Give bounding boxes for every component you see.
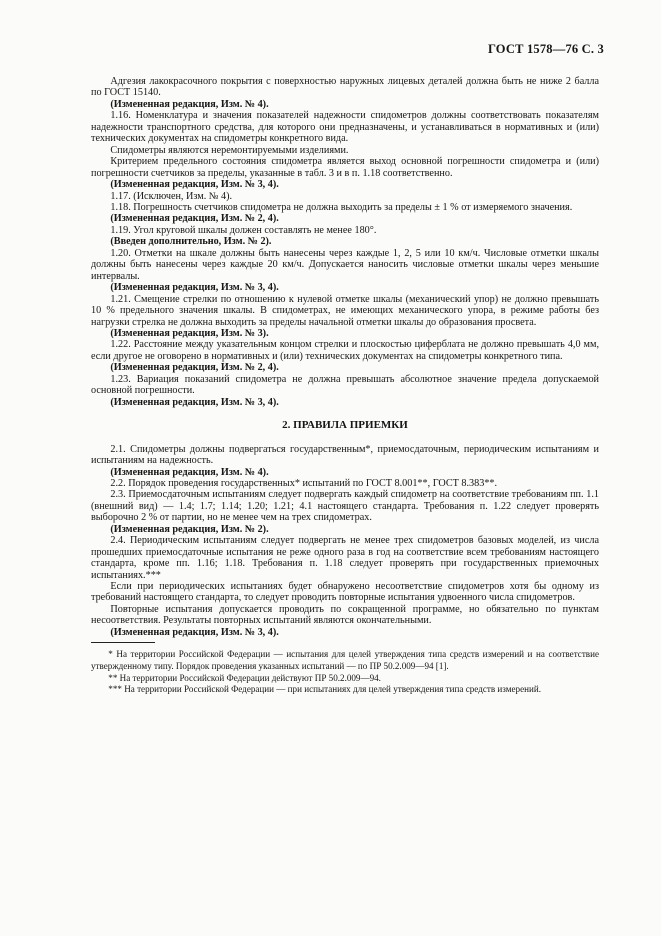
amendment-note: (Измененная редакция, Изм. № 2, 4). <box>110 213 279 225</box>
paragraph: Адгезия лакокрасочного покрытия с поверхностью наружных лицевых деталей должна быть не ниже 2 балла по ГОСТ 15140. <box>91 76 599 99</box>
paragraph: 2.1. Спидометры должны подвергаться государственным*, приемосдаточным, периодическим испытаниям и испытаниям на надежность. <box>91 443 599 467</box>
footnote: *** На территории Российской Федерации — при испытаниях для целей утверждения типа средств измерений. <box>108 684 541 695</box>
amendment-note: (Измененная редакция, Изм. № 2, 4). <box>110 362 279 374</box>
paragraph: 1.22. Расстояние между указательным концом стрелки и плоскостью циферблата не должно превышать 4,0 мм, если другое не оговорено в нормативных и (или) технических документах на спидометры конкретного типа. <box>91 339 599 362</box>
paragraph: Если при периодических испытаниях будет обнаружено несоответствие спидометров хотя бы одному из требований настоящего стандарта, то следует проводить повторные испытания удвоенного числа спидометров. <box>91 581 599 604</box>
paragraph: 2.2. Порядок проведения государственных* испытаний по ГОСТ 8.001**, ГОСТ 8.383**. <box>110 477 498 489</box>
paragraph: 1.19. Угол круговой шкалы должен составлять не менее 180°. <box>110 224 377 236</box>
paragraph: Повторные испытания допускается проводить по сокращенной программе, но обязательно по пунктам несоответствия. Результаты повторных испытаний являются окончательными. <box>91 603 599 627</box>
paragraph: 1.23. Вариация показаний спидометра не должна превышать абсолютное значение предела допускаемой основной погрешности. <box>91 373 599 397</box>
amendment-note: (Измененная редакция, Изм. № 3, 4). <box>110 626 279 638</box>
footnote: ** На территории Российской Федерации действуют ПР 50.2.009—94. <box>108 672 381 683</box>
paragraph: 1.20. Отметки на шкале должны быть нанесены через каждые 1, 2, 5 или 10 км/ч. Числовые отметки шкалы должны быть нанесены через каждые 20 км/ч. Допускается наносить числовые отметки шкалы через меньшие интервалы. <box>91 247 599 282</box>
amendment-note: (Измененная редакция, Изм. № 3, 4). <box>110 396 279 408</box>
paragraph: Критерием предельного состояния спидометра является выход основной погрешности спидометра и (или) погрешности счетчиков за пределы, указанные в табл. 3 и в п. 1.18 соответственно. <box>91 156 599 179</box>
paragraph: 1.17. (Исключен, Изм. № 4). <box>110 190 233 202</box>
amendment-note: (Измененная редакция, Изм. № 4). <box>110 466 269 478</box>
amendment-note: (Измененная редакция, Изм. № 2). <box>110 523 269 535</box>
paragraph: 1.18. Погрешность счетчиков спидометра не должна выходить за пределы ± 1 % от измеряемого значения. <box>110 201 573 213</box>
amendment-note: (Измененная редакция, Изм. № 3). <box>110 327 269 339</box>
section-title: 2. ПРАВИЛА ПРИЕМКИ <box>282 419 408 432</box>
amendment-note: (Измененная редакция, Изм. № 3, 4). <box>110 179 279 191</box>
amendment-note: (Введен дополнительно, Изм. № 2). <box>110 236 272 248</box>
running-header: ГОСТ 1578—76 С. 3 <box>487 42 604 56</box>
paragraph: Спидометры являются неремонтируемыми изделиями. <box>110 144 349 156</box>
paragraph: 1.16. Номенклатура и значения показателей надежности спидометров должны соответствовать показателям надежности транспортного средства, для которого они предназначены, и устанавливаться в нормативных и (или) технических документах на спидометры конкретного вида. <box>91 110 599 145</box>
amendment-note: (Измененная редакция, Изм. № 3, 4). <box>110 282 279 294</box>
amendment-note: (Измененная редакция, Изм. № 4). <box>110 98 269 110</box>
paragraph: 2.4. Периодическим испытаниям следует подвергать не менее трех спидометров базовых моделей, из числа прошедших приемосдаточные испытания не реже одного раза в год на соответствие всем требованиям настоящего стандарта, кроме пп. 1.16; 1.18. Требования п. 1.18 следует проверять при государственных приемочных испытаниях.*** <box>91 535 599 581</box>
paragraph: 1.21. Смещение стрелки по отношению к нулевой отметке шкалы (механический упор) не должно превышать 10 % предельного значения шкалы. В спидометрах, не имеющих механического упора, в режиме работы без нагрузки стрелка не должна выходить за пределы начальной отметки шкалы до образования просвета. <box>91 293 599 328</box>
footnote-divider <box>91 642 155 643</box>
footnote: * На территории Российской Федерации — испытания для целей утверждения типа средств измерений и на соответствие утвержденному типу. Порядок проведения указанных испытаний — по ПР 50.2.009—94 [1]. <box>91 649 599 671</box>
document-body <box>91 76 599 696</box>
paragraph: 2.3. Приемосдаточным испытаниям следует подвергать каждый спидометр на соответствие требованиям пп. 1.1 (внешний вид) — 1.4; 1.7; 1.14; 1.20; 1.21; 4.1 настоящего стандарта. Требования п. 1.22 следует проверять выборочно 2 % от партии, но не менее чем на трех спидометрах. <box>91 489 599 524</box>
